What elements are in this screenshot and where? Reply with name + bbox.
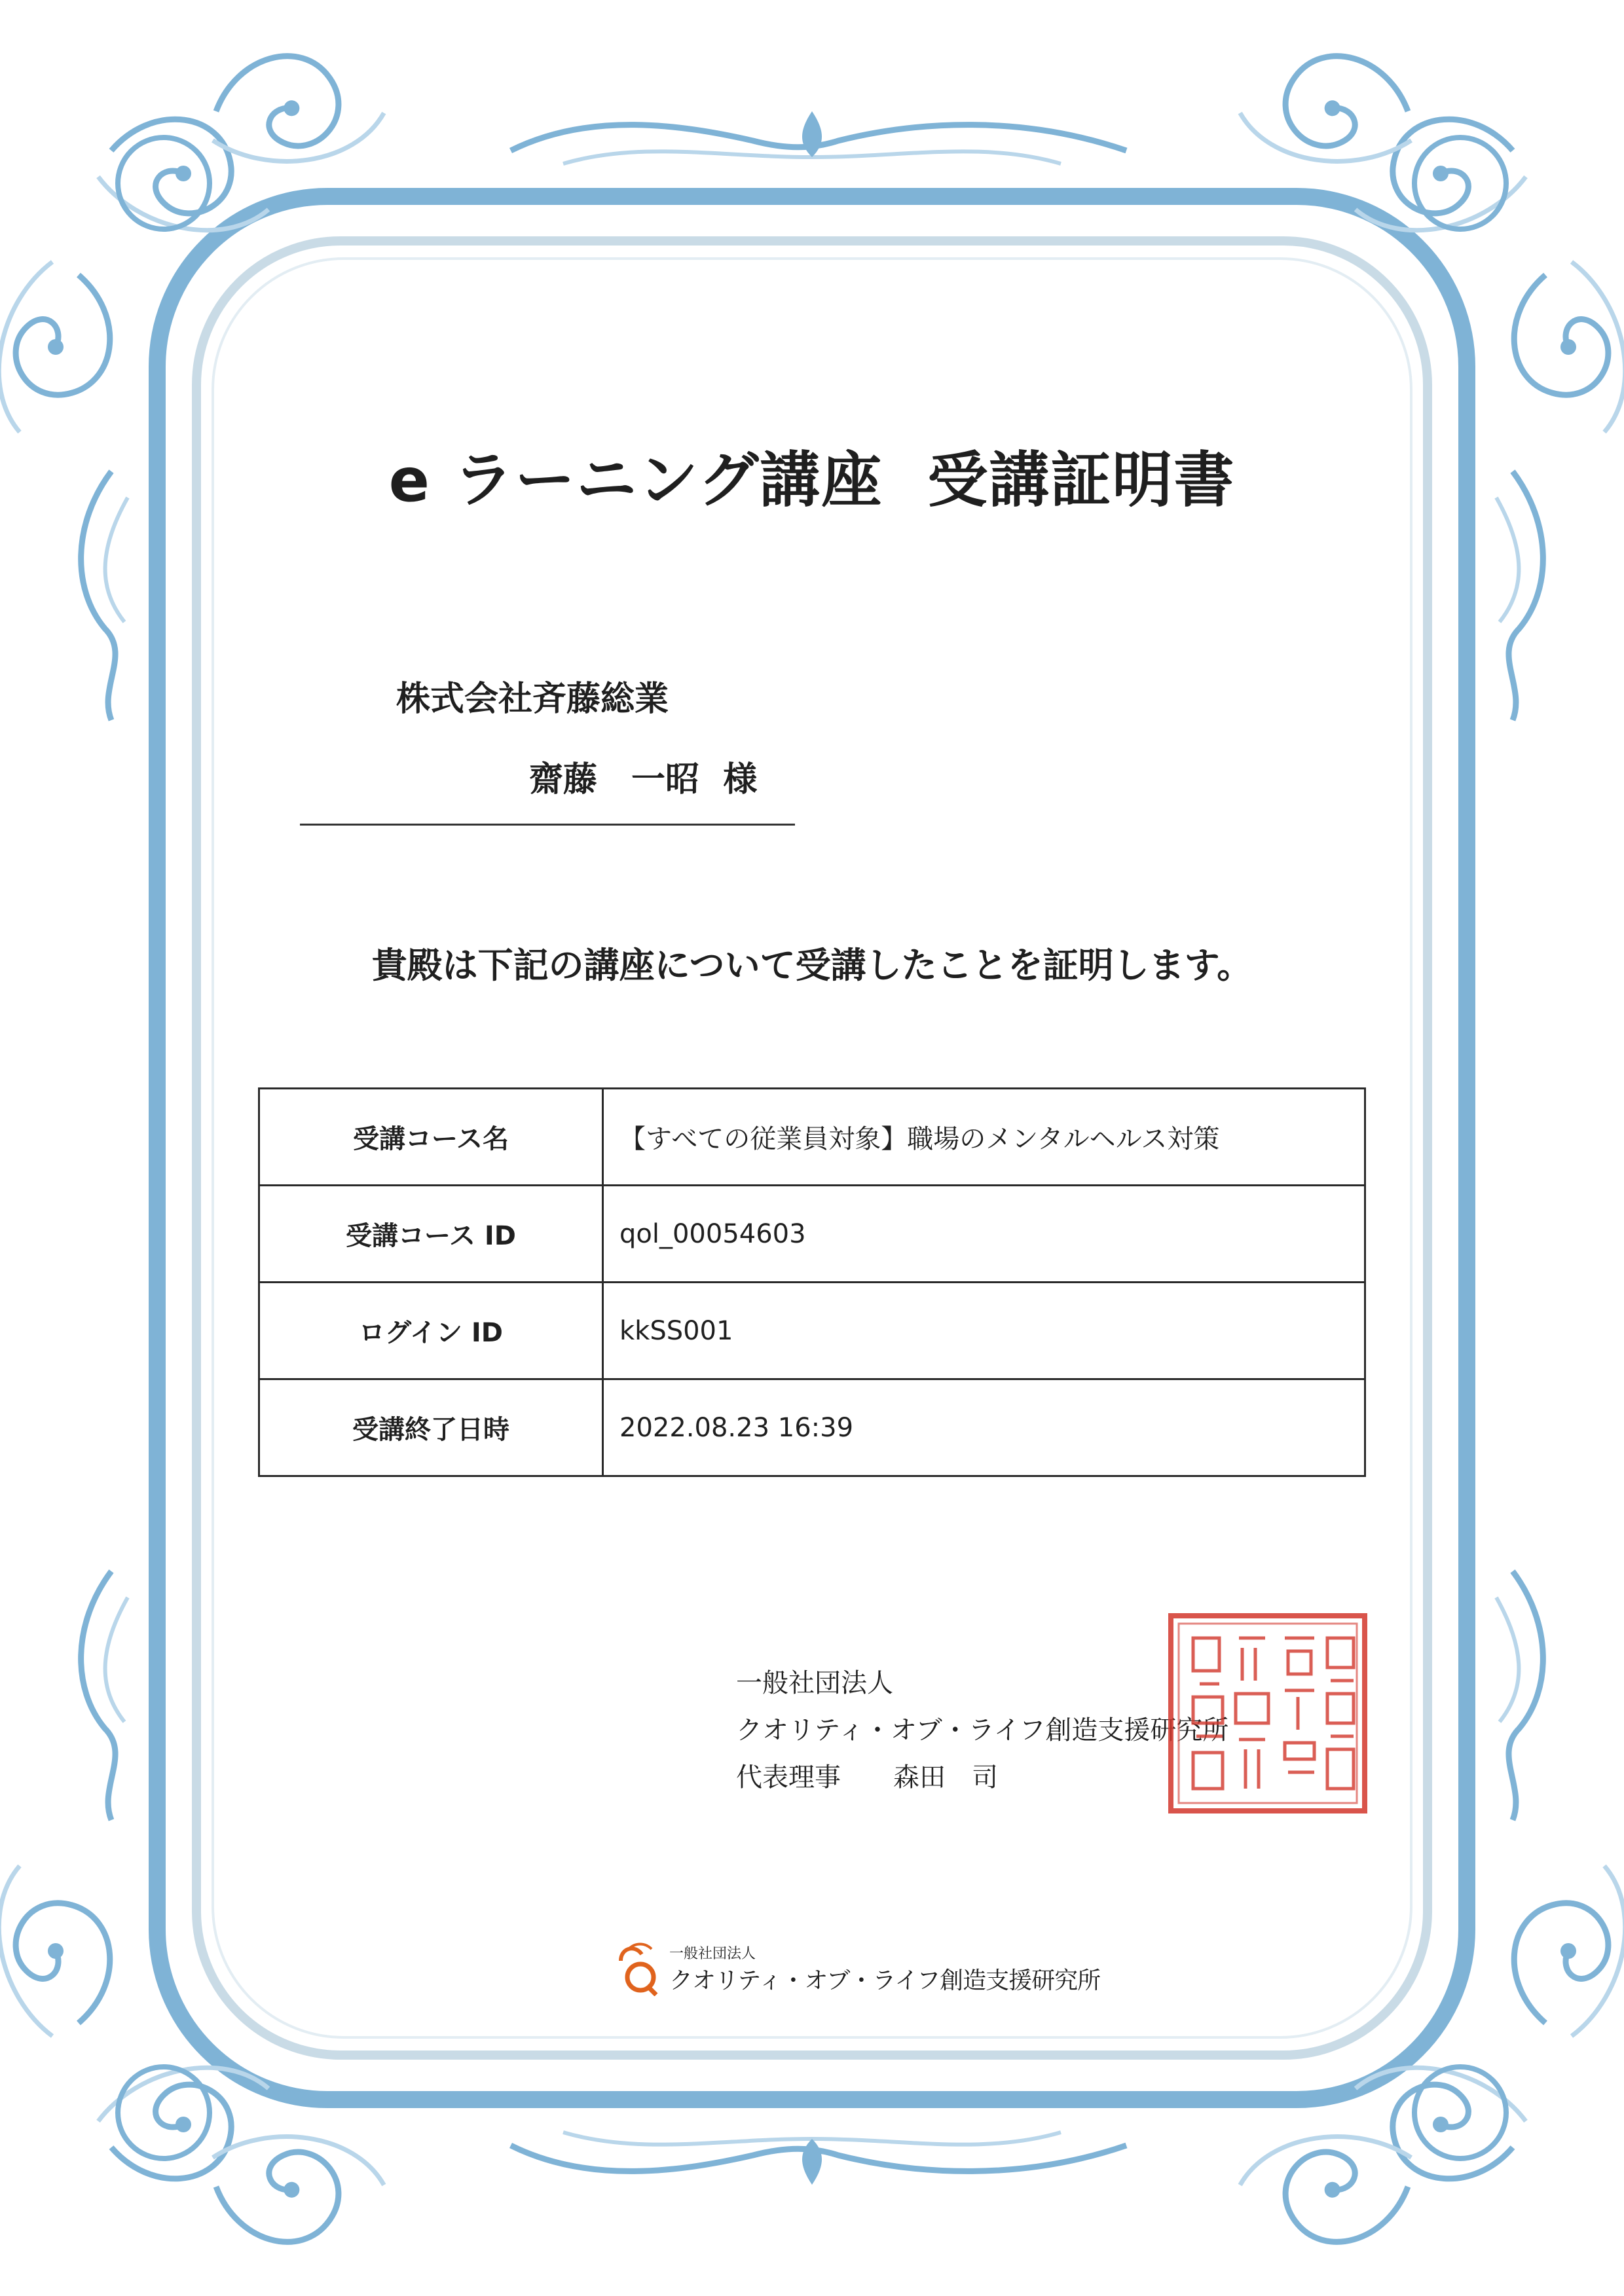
course-name-value: 【すべての従業員対象】職場のメンタルヘルス対策 xyxy=(603,1089,1365,1186)
issuer-block xyxy=(736,1660,1228,1801)
footer-org-name: クオリティ・オブ・ライフ創造支援研究所 xyxy=(669,1967,1101,1994)
official-seal xyxy=(1167,1612,1369,1815)
login-id-value: kkSS001 xyxy=(603,1283,1365,1379)
issuer-org-name: クオリティ・オブ・ライフ創造支援研究所 xyxy=(736,1715,1229,1745)
company-name: 株式会社斉藤総業 xyxy=(396,680,669,719)
issuer-org-type: 一般社団法人 xyxy=(736,1668,893,1698)
login-id-label: ログイン ID xyxy=(259,1283,603,1379)
table-row xyxy=(259,1379,1365,1476)
recipient-name: 齋藤 一昭 様 xyxy=(529,760,758,799)
table-row xyxy=(259,1283,1365,1379)
organization-logo-icon xyxy=(616,1941,661,1996)
course-id-label: 受講コース ID xyxy=(259,1186,603,1283)
table-row xyxy=(259,1186,1365,1283)
course-name-label: 受講コース名 xyxy=(259,1089,603,1186)
table-row xyxy=(259,1089,1365,1186)
completion-datetime-label: 受講終了日時 xyxy=(259,1379,603,1476)
issuer-representative: 代表理事 森田 司 xyxy=(736,1762,998,1793)
course-id-value: qol_00054603 xyxy=(603,1186,1365,1283)
recipient-underline xyxy=(300,824,795,826)
course-details-table xyxy=(258,1087,1366,1477)
completion-datetime-value: 2022.08.23 16:39 xyxy=(603,1379,1365,1476)
certificate-title: e ラーニング講座 受講証明書 xyxy=(388,445,1236,515)
certification-statement: 貴殿は下記の講座について受講したことを証明します。 xyxy=(371,945,1253,986)
footer-org-type: 一般社団法人 xyxy=(669,1946,756,1962)
